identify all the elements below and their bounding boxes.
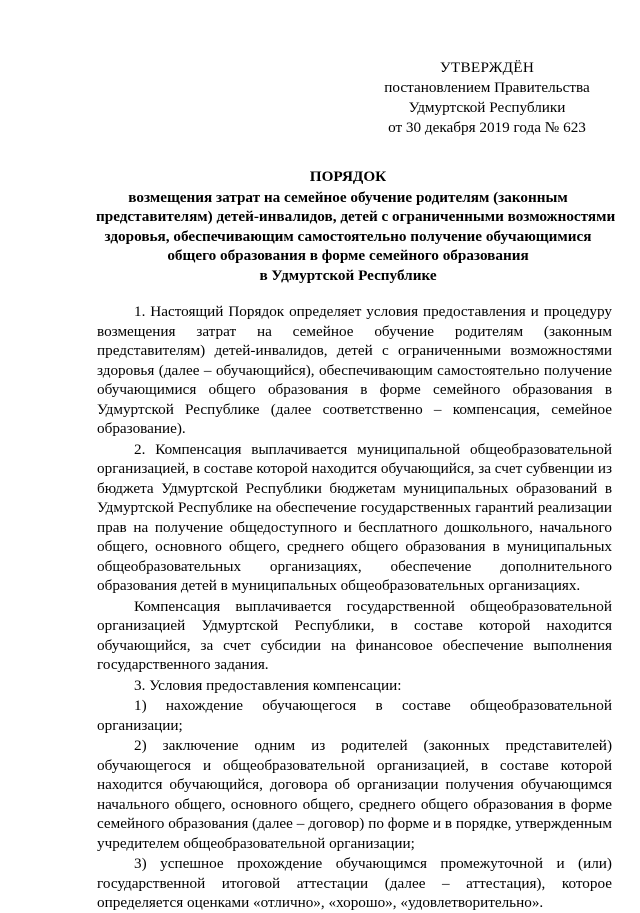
paragraph: 2. Компенсация выплачивается муниципальной общеобразовательной организацией, в составе которой находится обучающийся, за счет субвенции из бюджета Удмуртской Республики бюджетам муниципальных образований в Удмуртской Республике на обеспечение государственных гарантий реализации прав на получение общедоступного и бесплатного дошкольного, начального общего, основного общего, среднего общего образования в муниципальных общеобразовательных организациях, обеспечение дополнительного образования детей в муниципальных общеобразовательных организациях. [97,440,612,594]
approval-line: от 30 декабря 2019 года № 623 [388,119,586,136]
paragraph: 3. Условия предоставления компенсации: [134,676,402,694]
paragraph: 2) заключение одним из родителей (законных представителей) обучающегося и общеобразовательной организацией, в составе которой находится обучающийся, договора об организации получения обучающимся начального общего, основного общего, среднего общего образования в форме семейного образования (далее – договор) по форме и в порядке, утвержденным учредителем общеобразовательной организации; [97,737,612,852]
approval-stamp [376,58,598,138]
paragraph: 3) успешное прохождение обучающимся промежуточной и (или) государственной итоговой аттестации (далее – аттестация), которое определяется оценками «отлично», «хорошо», «удовлетворительно». [97,855,612,911]
document-subtitle-line: возмещения затрат на семейное обучение родителям (законным [128,188,568,206]
document-heading: ПОРЯДОК [309,168,387,185]
document-title-block [96,167,616,286]
paragraph: 1. Настоящий Порядок определяет условия предоставления и процедуру возмещения затрат на семейное обучение родителям (законным представителям) детей-инвалидов, детей с ограниченными возможностями здоровья (далее – обучающийся), обеспечивающим самостоятельно получение обучающимися общего образования в форме семейного образования в Удмуртской Республике (далее соответственно – компенсация, семейное образование). [97,303,612,437]
document-subtitle-line: в Удмуртской Республике [259,266,437,284]
approval-line: постановлением Правительства [384,79,590,96]
paragraph: Компенсация выплачивается государственной общеобразовательной организацией Удмуртской Республики, в составе которой находится обучающийся, за счет субсидии на финансовое обеспечение выполнения государственного задания. [97,597,612,673]
approval-line: Удмуртской Республики [408,99,566,116]
paragraph: 1) нахождение обучающегося в составе общеобразовательной организации; [97,697,612,734]
document-subtitle-line: представителям) детей-инвалидов, детей с ограниченными возможностями [96,208,616,226]
document-body [97,302,612,913]
document-subtitle-line: общего образования в форме семейного образования [167,247,529,265]
document-subtitle-line: здоровья, обеспечивающим самостоятельно получение обучающимися [104,227,592,245]
approval-title: УТВЕРЖДЁН [439,59,535,76]
